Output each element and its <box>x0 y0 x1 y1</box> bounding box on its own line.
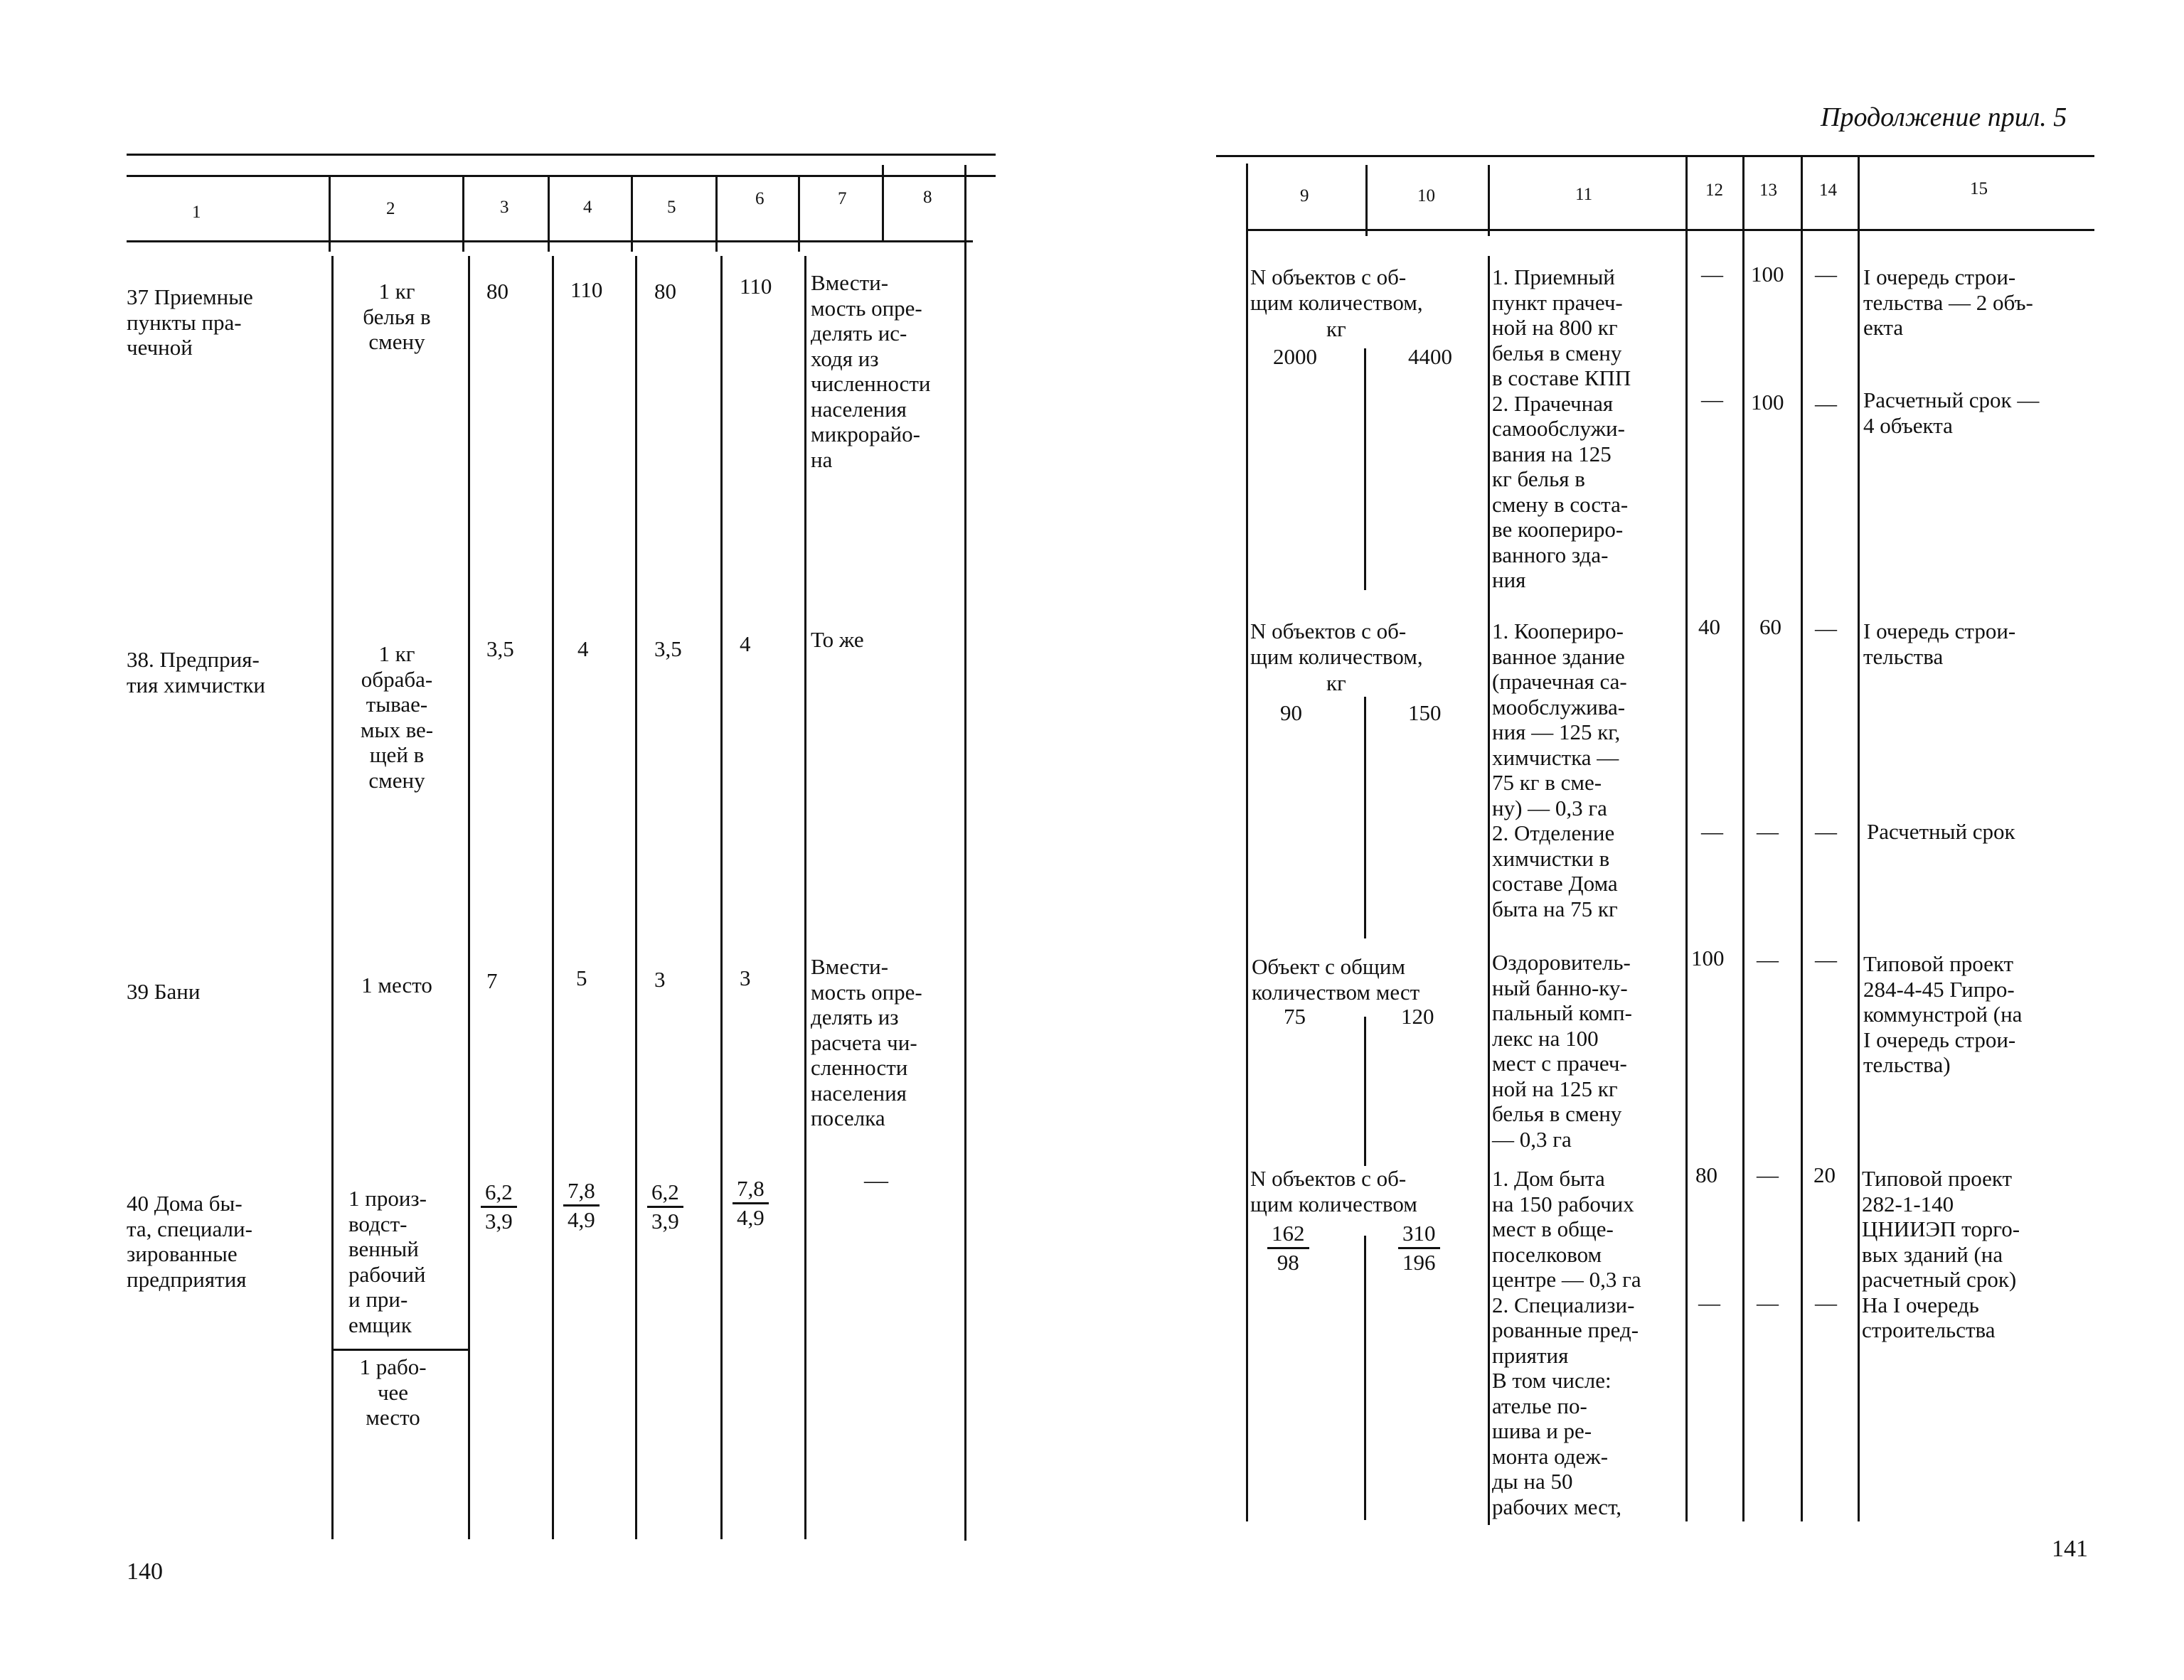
rowC-c9-label: Объект с общим количеством мест <box>1252 954 1420 1005</box>
col-header-11: 11 <box>1575 185 1593 204</box>
row37-c4: 110 <box>570 277 603 302</box>
rowB-c12-1: 40 <box>1698 614 1720 639</box>
row38-c4: 4 <box>577 636 589 661</box>
rowC-c13: — <box>1757 947 1779 972</box>
row37-c6: 110 <box>740 274 772 299</box>
row40-unit-bottom: 1 рабо- чее место <box>359 1354 427 1430</box>
rowA-c12-1: — <box>1701 262 1723 287</box>
rowA-c14-2: — <box>1815 391 1837 416</box>
row39-c7: Вмести- мость опре- делять из расчета чи- сленности населения поселка <box>811 954 922 1130</box>
col-header-7: 7 <box>838 189 847 208</box>
rowD-c11: 1. Дом быта на 150 рабочих мест в обще- поселковом центре — 0,3 га 2. Специализи- рованные пред- приятия В том числе: ателье по- шива и ре- монта одеж- ды на 50 рабочих мест, <box>1492 1166 1641 1519</box>
col-header-3: 3 <box>500 198 509 217</box>
col-header-4: 4 <box>583 198 592 217</box>
row37-c3: 80 <box>486 279 508 304</box>
rowB-v9: 90 <box>1280 700 1302 725</box>
rowC-c12: 100 <box>1691 946 1725 970</box>
row38-unit: 1 кг обраба- тывае- мых ве- щей в смену <box>360 641 434 793</box>
row37-name: 37 Приемные пункты пра- чечной <box>127 284 253 360</box>
rowB-c11: 1. Коопериро- ванное здание (прачечная са- мообслужива- ния — 125 кг, химчистка — 75 кг в сме- ну) — 0,3 га 2. Отделение химчистки в составе Дома быта на 75 кг <box>1492 619 1627 921</box>
rowA-c13-1: 100 <box>1751 262 1784 287</box>
rowB-c14-1: — <box>1815 616 1837 641</box>
rowA-c9-label: N объектов с об- щим количеством, <box>1250 264 1423 315</box>
row39-unit: 1 место <box>361 973 432 997</box>
rowA-c15a: I очередь строи- тельства — 2 объ- екта <box>1863 264 2033 340</box>
col-header-6: 6 <box>755 189 765 208</box>
rowD-c12-2: — <box>1698 1290 1720 1315</box>
col-header-10: 10 <box>1417 186 1435 205</box>
rowC-v10: 120 <box>1401 1004 1434 1029</box>
rowC-c14: — <box>1815 947 1837 972</box>
rowA-c14-1: — <box>1815 262 1837 287</box>
col-header-12: 12 <box>1705 181 1723 200</box>
page-number-left: 140 <box>127 1558 163 1585</box>
rowD-c15: Типовой проект 282-1-140 ЦНИИЭП торго- вых зданий (на расчетный срок) На I очередь строительства <box>1862 1166 2020 1342</box>
row38-name: 38. Предприя- тия химчистки <box>127 647 265 697</box>
row39-name: 39 Бани <box>127 979 201 1004</box>
rowB-unit: кг <box>1326 670 1346 695</box>
rowB-c14-2: — <box>1815 819 1837 844</box>
rowB-c15a: I очередь строи- тельства <box>1863 619 2016 669</box>
col-header-13: 13 <box>1759 181 1777 200</box>
rowA-v9: 2000 <box>1273 344 1317 369</box>
row38-c5: 3,5 <box>654 636 682 661</box>
rowA-unit: кг <box>1326 316 1346 341</box>
col-header-14: 14 <box>1819 181 1837 200</box>
col-header-8: 8 <box>923 188 932 207</box>
col-header-2: 2 <box>386 199 395 218</box>
row40-c3: $\frac{6,2}{3,9}$ <box>481 1180 517 1234</box>
row39-c4: 5 <box>576 965 587 990</box>
row37-unit: 1 кг белья в смену <box>363 279 431 354</box>
rowA-c12-2: — <box>1701 387 1723 412</box>
rowD-c14-2: — <box>1815 1290 1837 1315</box>
rowB-c13-2: — <box>1757 819 1779 844</box>
col-header-15: 15 <box>1970 179 1988 198</box>
rowB-c12-2: — <box>1701 819 1723 844</box>
rowB-c13-1: 60 <box>1759 614 1781 639</box>
rowA-c15b: Расчетный срок — 4 объекта <box>1863 387 2040 438</box>
rowA-c13-2: 100 <box>1751 390 1784 414</box>
row38-c6: 4 <box>740 631 751 656</box>
page-number-right: 141 <box>2052 1536 2088 1562</box>
rowD-v10: $\frac{310}{196}$ <box>1398 1221 1440 1275</box>
rowD-c13-2: — <box>1757 1290 1779 1315</box>
rowD-c13-1: — <box>1757 1162 1779 1187</box>
row40-c5: $\frac{6,2}{3,9}$ <box>647 1180 683 1234</box>
row39-c6: 3 <box>740 965 751 990</box>
row38-c7: То же <box>811 627 864 652</box>
continuation-header: Продолжение прил. 5 <box>1821 102 2067 132</box>
rowB-c9-label: N объектов с об- щим количеством, <box>1250 619 1423 669</box>
row40-c4: $\frac{7,8}{4,9}$ <box>563 1179 600 1232</box>
col-header-1: 1 <box>192 203 201 222</box>
row37-c7: Вмести- мость опре- делять ис- ходя из численности населения микрорайо- на <box>811 270 931 472</box>
row40-unit-top: 1 произ- водст- венный рабочий и при- емщик <box>348 1186 427 1337</box>
row39-c3: 7 <box>486 968 498 993</box>
row40-c7: — <box>864 1167 888 1194</box>
rowD-c9-label: N объектов с об- щим количеством <box>1250 1166 1417 1216</box>
col-header-9: 9 <box>1300 186 1309 205</box>
row40-name: 40 Дома бы- та, специали- зированные предприятия <box>127 1191 252 1292</box>
rowC-v9: 75 <box>1284 1004 1306 1029</box>
row40-c6: $\frac{7,8}{4,9}$ <box>733 1177 769 1230</box>
rowD-v9: $\frac{162}{98}$ <box>1267 1221 1309 1275</box>
row37-c5: 80 <box>654 279 676 304</box>
rowD-c12-1: 80 <box>1695 1162 1717 1187</box>
rowB-v10: 150 <box>1408 700 1442 725</box>
row39-c5: 3 <box>654 967 666 992</box>
col-header-5: 5 <box>667 198 676 217</box>
rowA-c11: 1. Приемный пункт прачеч- ной на 800 кг белья в смену в составе КПП 2. Прачечная самообслужи- вания на 125 кг белья в смену в соста- ве коопериро- ванного зда- ния <box>1492 264 1631 592</box>
rowC-c15: Типовой проект 284-4-45 Гипро- коммунстрой (на I очередь строи- тельства) <box>1863 951 2023 1077</box>
row38-c3: 3,5 <box>486 636 514 661</box>
rowB-c15b: Расчетный срок <box>1867 819 2015 844</box>
rowD-c14-1: 20 <box>1813 1162 1836 1187</box>
rowC-c11: Оздоровитель- ный банно-ку- пальный комп- лекс на 100 мест с прачеч- ной на 125 кг белья в смену — 0,3 га <box>1492 950 1632 1152</box>
rowA-v10: 4400 <box>1408 344 1452 369</box>
